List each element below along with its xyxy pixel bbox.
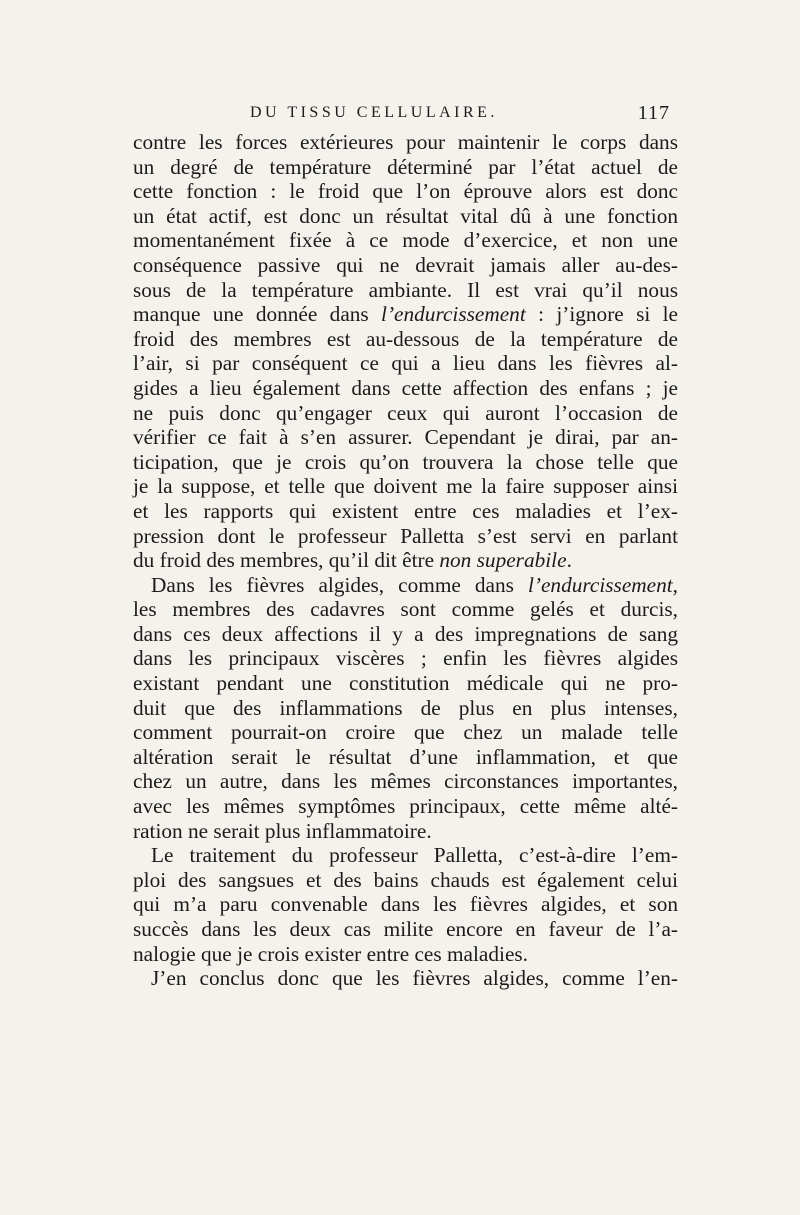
page-number: 117 bbox=[637, 102, 670, 124]
line-text: nalogie que je crois exister entre ces maladies. bbox=[133, 941, 529, 966]
line-text: . bbox=[566, 548, 572, 573]
line-text: ration ne serait plus inflammatoire. bbox=[133, 818, 432, 843]
line-text: un état actif, est donc un résultat vital dû à une fonction bbox=[133, 203, 678, 228]
line-text: succès dans les deux cas milite encore en faveur de l’a- bbox=[133, 917, 678, 941]
line-text: , bbox=[672, 572, 678, 597]
text-line bbox=[133, 204, 678, 229]
line-text: contre les forces extérieures pour maintenir le corps dans bbox=[133, 130, 678, 154]
text-line bbox=[133, 843, 678, 868]
line-text: J’en conclus donc que les fièvres algides, comme l’en- bbox=[151, 966, 678, 991]
line-text: conséquence passive qui ne devrait jamais aller au-des- bbox=[133, 252, 678, 277]
text-line bbox=[133, 278, 678, 303]
text-line bbox=[133, 769, 678, 794]
line-text: momentanément fixée à ce mode d’exercice, et non une bbox=[133, 228, 678, 253]
line-text: cette fonction : le froid que l’on éprouve alors est donc bbox=[133, 179, 678, 204]
line-text: Le traitement du professeur Palletta, c’est-à-dire l’em- bbox=[151, 843, 678, 868]
text-line bbox=[133, 573, 678, 598]
line-text: froid des membres est au-dessous de la température de bbox=[133, 326, 678, 351]
text-line bbox=[133, 499, 678, 524]
line-text: pression dont le professeur Palletta s’est servi en parlant bbox=[133, 523, 678, 548]
text-line bbox=[133, 179, 678, 204]
line-text: dans les principaux viscères ; enfin les fièvres algides bbox=[133, 646, 678, 671]
italic-phrase: non superabile bbox=[439, 548, 567, 573]
line-text: du froid des membres, qu’il dit être bbox=[133, 548, 440, 573]
line-text: manque une donnée dans bbox=[133, 302, 382, 327]
text-line bbox=[133, 868, 678, 893]
text-line bbox=[133, 696, 678, 721]
line-text: un degré de température déterminé par l’état actuel de bbox=[133, 154, 678, 179]
text-line bbox=[133, 671, 678, 696]
text-line bbox=[133, 819, 678, 844]
text-line bbox=[133, 597, 678, 622]
line-text: altération serait le résultat d’une inflammation, et que bbox=[133, 744, 678, 769]
text-line bbox=[133, 966, 678, 991]
line-text: vérifier ce fait à s’en assurer. Cependant je dirai, par an- bbox=[133, 425, 678, 450]
line-text: gides a lieu également dans cette affection des enfans ; je bbox=[133, 375, 678, 400]
text-line bbox=[133, 130, 678, 155]
text-line bbox=[133, 548, 678, 573]
line-text: ticipation, que je crois qu’on trouvera la chose telle que bbox=[133, 449, 678, 474]
page-header bbox=[130, 100, 674, 132]
line-text: comment pourrait-on croire que chez un malade telle bbox=[133, 720, 678, 745]
italic-phrase: l’endurcissement bbox=[527, 572, 673, 597]
line-text: dans ces deux affections il y a des impregnations de sang bbox=[133, 621, 678, 646]
line-text: les membres des cadavres sont comme gelés et durcis, bbox=[133, 597, 678, 622]
line-text: : j’ignore si le bbox=[525, 302, 678, 327]
text-line bbox=[133, 450, 678, 475]
line-text: l’air, si par conséquent ce qui a lieu dans les fièvres al- bbox=[133, 351, 678, 376]
text-line bbox=[133, 401, 678, 426]
text-line bbox=[133, 745, 678, 770]
text-line bbox=[133, 327, 678, 352]
line-text: ploi des sangsues et des bains chauds est également celui bbox=[133, 867, 678, 892]
text-line bbox=[133, 253, 678, 278]
text-line bbox=[133, 302, 678, 327]
text-line bbox=[133, 425, 678, 450]
line-text: ne puis donc qu’engager ceux qui auront l’occasion de bbox=[133, 400, 678, 425]
line-text: je la suppose, et telle que doivent me la faire supposer ainsi bbox=[133, 474, 678, 499]
text-line bbox=[133, 892, 678, 917]
line-text: sous de la température ambiante. Il est vrai qu’il nous bbox=[133, 277, 678, 302]
line-text: qui m’a paru convenable dans les fièvres algides, et son bbox=[133, 892, 678, 917]
text-line bbox=[133, 794, 678, 819]
body-text bbox=[133, 130, 678, 991]
text-line bbox=[133, 720, 678, 745]
text-line bbox=[133, 622, 678, 647]
text-line bbox=[133, 524, 678, 549]
text-line bbox=[133, 942, 678, 967]
text-line bbox=[133, 228, 678, 253]
line-text: Dans les fièvres algides, comme dans bbox=[151, 572, 528, 597]
italic-phrase: l’endurcissement bbox=[381, 302, 526, 327]
line-text: et les rapports qui existent entre ces maladies et l’ex- bbox=[133, 498, 678, 523]
line-text: avec les mêmes symptômes principaux, cette même alté- bbox=[133, 794, 678, 819]
running-head: DU TISSU CELLULAIRE. bbox=[250, 104, 498, 121]
text-line bbox=[133, 646, 678, 671]
text-line bbox=[133, 376, 678, 401]
text-line bbox=[133, 155, 678, 180]
line-text: existant pendant une constitution médicale qui ne pro- bbox=[133, 671, 678, 696]
line-text: duit que des inflammations de plus en plus intenses, bbox=[133, 695, 678, 720]
text-line bbox=[133, 474, 678, 499]
text-line bbox=[133, 351, 678, 376]
text-line bbox=[133, 917, 678, 942]
line-text: chez un autre, dans les mêmes circonstances importantes, bbox=[133, 769, 678, 794]
